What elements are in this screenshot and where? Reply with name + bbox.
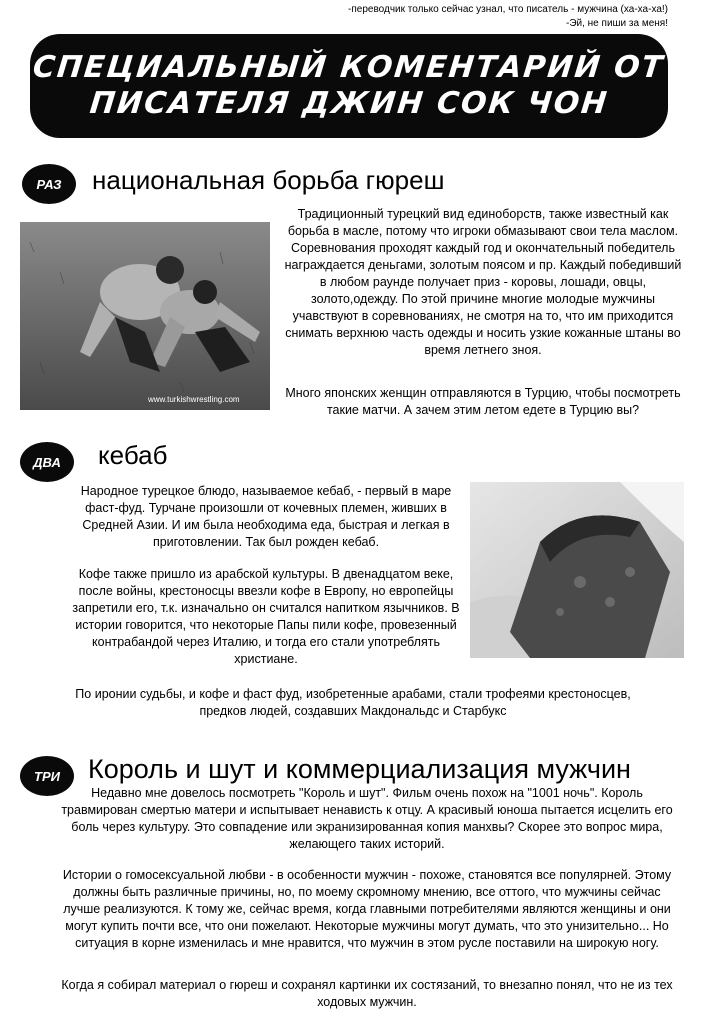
section-badge-3: ТРИ (20, 756, 74, 796)
banner-line-1: СПЕЦИАЛЬНЫЙ КОМЕНТАРИЙ ОТ (31, 50, 667, 85)
author-reply-note: -Эй, не пиши за меня! (566, 18, 668, 29)
section-1-paragraph-2: Много японских женщин отправляются в Турцию, чтобы посмотреть такие матчи. А зачем этим летом едете в Турцию вы? (285, 386, 681, 417)
section-3-paragraph-3: Когда я собирал материал о гюреш и сохранял картинки их состязаний, то внезапно понял, что не из тех ходовых мужчин. (61, 978, 673, 1009)
section-badge-2: ДВА (20, 442, 74, 482)
section-3-paragraph-1: Недавно мне довелось посмотреть "Король и шут". Фильм очень похож на "1001 ночь". Король травмирован смертью матери и испытывает ненависть к отцу. А красивый юноша пытается исцелить его боль через культуру. Это совпадение или экранизированная копия манхвы? Скорее это вопрос мира, желающего таких историй. (61, 786, 673, 851)
section-2-paragraph-2: Кофе также пришло из арабской культуры. В двенадцатом веке, после войны, крестоносцы ввезли кофе в Европу, но европейцы запретили его, т.к. изначально он считался напитком язычников. В истории говорится, что некоторые Папы пили кофе, провезенный контрабандой через Италию, и тогда его стали употреблять христиане. (72, 567, 460, 666)
section-title-1: национальная борьба гюреш (92, 165, 445, 195)
kebab-photo (470, 482, 684, 658)
section-1-paragraph-1: Традиционный турецкий вид единоборств, также известный как борьба в масле, потому что игроки обмазывают свои тела маслом. Соревнования проходят каждый год и окончательный победитель награждается деньгами, золотым поясом и пр. Каждый победивший в любом раунде получает приз - коровы, лошади, овцы, золото,одежду. По этой причине многие молодые мужчины учавствуют в соревнованиях, не смотря на то, что им приходится снимать верхнюю часть одежды и носить узкие кожанные штаны во время летнего зноя. (284, 207, 682, 357)
photo-watermark: www.turkishwrestling.com (148, 395, 240, 404)
section-title-3: Король и шут и коммерциализация мужчин (88, 754, 631, 784)
wrestling-photo (20, 222, 270, 410)
section-title-2: кебаб (98, 440, 168, 470)
section-badge-1: РАЗ (22, 164, 76, 204)
section-3-paragraph-2: Истории о гомосексуальной любви - в особенности мужчин - похоже, становятся все популярней. Этому должны быть различные причины, но, по моему скромному мнению, все оттого, что мужчины сейчас лучше реализуются. К тому же, сейчас время, когда главными потребителями являются женщины и они могут купить почти все, что они пожелают. Некоторые мужчины могут думать, что это унизительно... Но ситуация в корне изменилась и мне нравится, что мужчин в этом русле поставили на широкую ногу. (62, 868, 672, 950)
banner-line-2: ПИСАТЕЛЯ ДЖИН СОК ЧОН (88, 86, 611, 121)
section-2-paragraph-3: По иронии судьбы, и кофе и фаст фуд, изобретенные арабами, стали трофеями крестоносцев, предков людей, создавших Макдональдс и Старбукс (75, 687, 631, 718)
translator-note: -переводчик только сейчас узнал, что писатель - мужчина (ха-ха-ха!) (348, 4, 668, 15)
section-2-paragraph-1: Народное турецкое блюдо, называемое кебаб, - первый в маре фаст-фуд. Турчане произошли от кочевных племен, живших в Средней Азии. И им была необходима еда, быстрая и легкая в приготовлении. Так был рожден кебаб. (80, 484, 452, 549)
title-banner (30, 34, 668, 138)
